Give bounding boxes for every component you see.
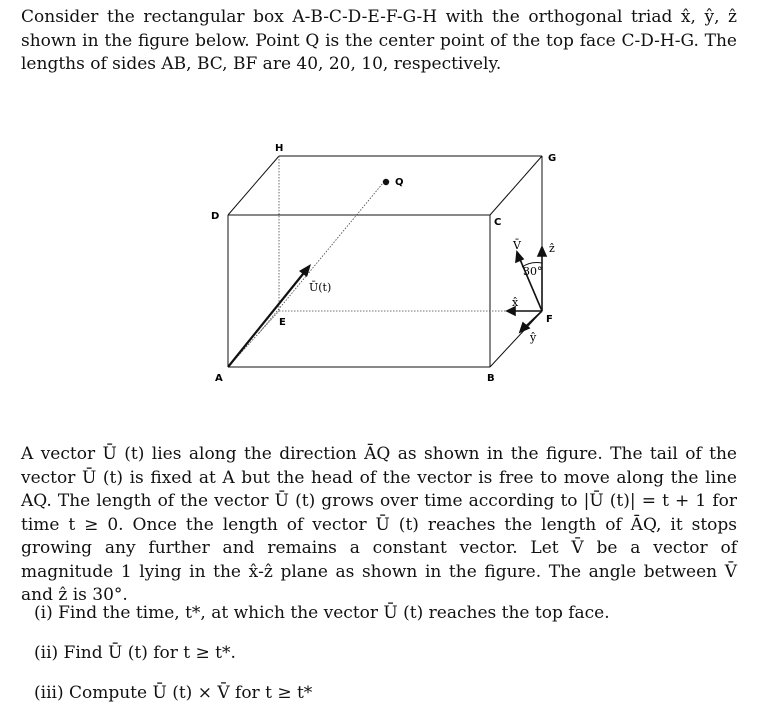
point-a-label: A bbox=[215, 373, 223, 384]
point-d-label: D bbox=[211, 211, 220, 222]
vector-u-arrow bbox=[228, 269, 307, 367]
problem-intro: Consider the rectangular box A-B-C-D-E-F-G-H with the orthogonal triad x̂, ŷ, ẑ shown in the figure below. Point Q is the center point of the top face C-D-H-G. The lengths of sides AB, BC, BF are 40, 20, 10, respectively. bbox=[21, 7, 737, 74]
point-e-label: E bbox=[279, 317, 286, 328]
problem-description: A vector Ū (t) lies along the direction ĀQ as shown in the figure. The tail of the vector Ū (t) is fixed at A but the head of the vector is free to move along the line AQ. The length of the vector Ū (t) grows over time according to |Ū (t)| = t + 1 for time t ≥ 0. Once the length of vector Ū (t) reaches the length of ĀQ, it stops growing any further and remains a constant vector. Let V̄ be a vector of magnitude 1 lying in the x̂-ẑ plane as shown in the figure. The angle between V̄ and ẑ is 30°. bbox=[21, 444, 737, 605]
triad-axes bbox=[507, 247, 546, 332]
vector-u-label: Ū(t) bbox=[309, 281, 332, 294]
z-axis-label: ẑ bbox=[549, 242, 555, 255]
y-axis-label: ŷ bbox=[530, 331, 537, 344]
point-q-dot bbox=[383, 179, 389, 185]
point-h-label: H bbox=[275, 143, 284, 154]
point-g-label: G bbox=[548, 153, 557, 164]
angle-label: 30° bbox=[523, 265, 543, 278]
point-q-label: Q bbox=[395, 177, 404, 188]
point-f-label: F bbox=[546, 314, 553, 325]
box-figure bbox=[195, 135, 595, 395]
point-c-label: C bbox=[494, 217, 502, 228]
question-2: (ii) Find Ū (t) for t ≥ t*. bbox=[34, 643, 236, 663]
hidden-edges bbox=[228, 156, 542, 367]
question-3: (iii) Compute Ū (t) × V̄ for t ≥ t* bbox=[34, 683, 313, 703]
point-b-label: B bbox=[487, 373, 495, 384]
vector-v-label: V̄ bbox=[513, 239, 521, 252]
question-1: (i) Find the time, t*, at which the vector Ū (t) reaches the top face. bbox=[34, 603, 610, 623]
x-axis-label: x̂ bbox=[512, 296, 519, 309]
box-edges bbox=[228, 156, 542, 367]
